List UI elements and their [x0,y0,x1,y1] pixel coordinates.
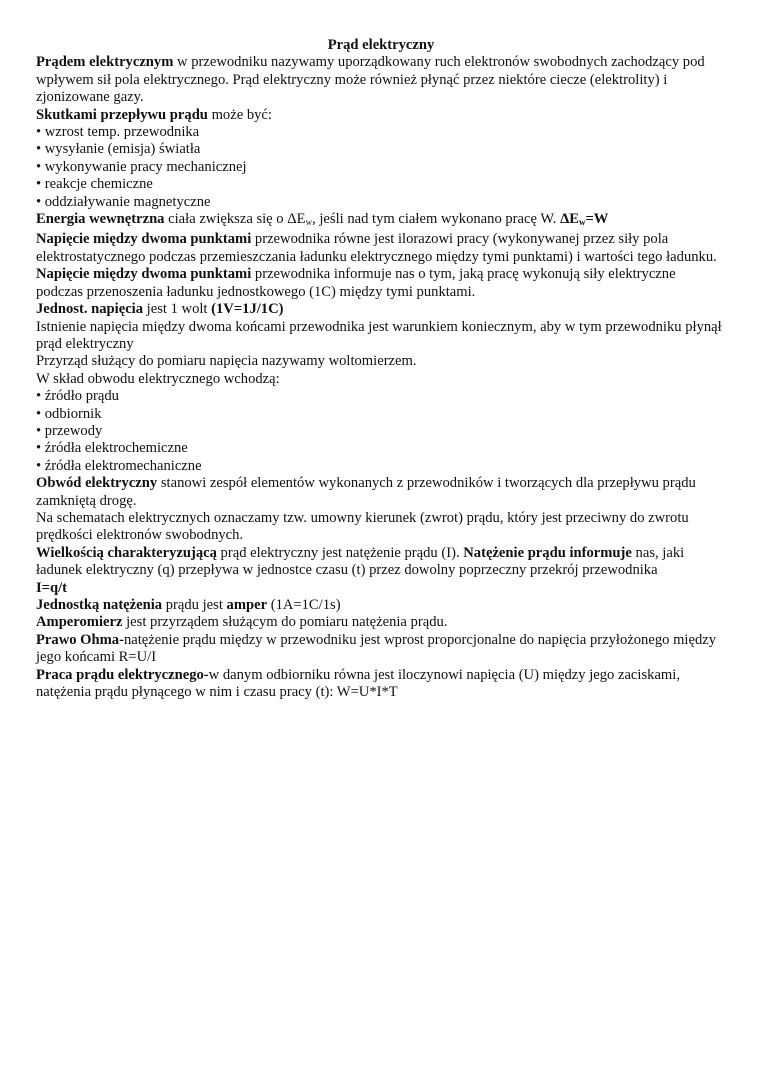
paragraph-ammeter: Amperomierz jest przyrządem służącym do pomiaru natężenia prądu. [36,614,448,631]
list-item-effect: • wzrost temp. przewodnika [36,124,200,141]
term-voltage: Napięcie między dwoma punktami [36,266,252,283]
list-item-component: • źródła elektrochemiczne [36,440,188,457]
list-item-effect: • reakcje chemiczne [36,176,153,193]
paragraph-voltage-meaning: Napięcie między dwoma punktami przewodnika informuje nas o tym, jaką pracę wykonują siły elektryczne podczas przenoszenia ładunku jednostkowego (1C) między tymi punktami. [36,266,676,300]
paragraph-voltage-definition: Napięcie między dwoma punktami przewodnika równe jest ilorazowi pracy (wykonywanej przez siły pola elektrostatycznego podczas przemieszczania ładunku elektrycznego między tymi punktami) i wartości tego ładunku. [36,231,717,265]
list-item-component: • odbiornik [36,405,102,422]
term-intensity: Natężenie prądu informuje [463,544,632,561]
paragraph-voltage-unit: Jednost. napięcia jest 1 wolt (1V=1J/1C) [36,301,284,318]
document-title: Prąd elektryczny [327,37,435,53]
paragraph-ohms-law: Prawo Ohma-natężenie prądu między w przewodniku jest wprost proporcjonalne do napięcia przyłożonego między jego końcami R=U/I [36,631,717,666]
list-item-effect: • wysyłanie (emisja) światła [36,141,201,158]
formula-intensity: I=q/t [36,579,68,596]
paragraph-current-direction: Na schematach elektrycznych oznaczamy tzw. umowny kierunek (zwrot) prądu, który jest przeciwny do zwrotu prędkości elektronów swobodnych. [36,509,689,544]
paragraph-current-definition: Prądem elektrycznym w przewodniku nazywamy uporządkowany ruch elektronów swobodnych zachodzący pod wpływem sił pola elektrycznego. Prąd elektryczny może również płynąć przez niektóre ciecze (elektrolity) i zjonizowane gazy. [36,54,705,106]
paragraph-current-intensity: Wielkością charakteryzującą prąd elektryczny jest natężenie prądu (I). Natężenie prądu informuje nas, jaki ładunek elektryczny (q) przepływa w jednostce czasu (t) przez dowolny poprzeczny przekrój przewodnika [36,544,685,579]
paragraph-internal-energy: Energia wewnętrzna ciała zwiększa się o $\Delta E_w$, jeśli nad tym ciałem wykonano pracę W. ΔEw=W [36,211,609,228]
list-item-effect: • oddziaływanie magnetyczne [36,193,211,210]
list-item-component: • źródła elektromechaniczne [36,457,202,474]
paragraph-electric-work: Praca prądu elektrycznego-w danym odbiorniku równa jest iloczynowi napięcia (U) między jego zaciskami, natężenia prądu płynącego w nim i czasu pracy (t): W=U*I*T [36,666,680,701]
list-item-component: • przewody [36,422,103,439]
list-item-effect: • wykonywanie pracy mechanicznej [36,158,247,175]
document-page [36,37,726,701]
term-characteristic: Wielkością charakteryzującą [36,544,217,561]
term-circuit: Obwód elektryczny [36,475,158,492]
term-electric-work: Praca prądu elektrycznego- [36,666,209,683]
paragraph-ampere: Jednostką natężenia prądu jest amper (1A=1C/1s) [36,597,341,613]
paragraph-circuit-definition: Obwód elektryczny stanowi zespół elementów wykonanych z przewodników i tworzących dla przepływu prądu zamkniętą drogę. [36,475,696,509]
paragraph-voltage-condition: Istnienie napięcia między dwoma końcami przewodnika jest warunkiem koniecznym, aby w tym przewodniku płynął prąd elektryczny [36,318,722,352]
term-ampere: amper [226,597,268,613]
term-ohms-law: Prawo Ohma- [36,631,124,648]
term-current: Prądem elektrycznym [36,54,174,71]
term-voltage-unit: Jednost. napięcia [36,301,144,318]
paragraph-circuit-intro: W skład obwodu elektrycznego wchodzą: [36,370,280,387]
term-internal-energy: Energia wewnętrzna [36,211,165,228]
term-ammeter: Amperomierz [36,614,123,631]
formula-volt: (1V=1J/1C) [211,301,284,318]
term-voltage: Napięcie między dwoma punktami [36,231,252,248]
paragraph-voltmeter: Przyrząd służący do pomiaru napięcia nazywamy woltomierzem. [36,353,417,370]
term-intensity-unit: Jednostką natężenia [36,597,163,613]
list-item-component: • źródło prądu [36,388,119,405]
paragraph-effects-intro: Skutkami przepływu prądu może być: [36,106,272,123]
term-effects: Skutkami przepływu prądu [36,106,208,123]
